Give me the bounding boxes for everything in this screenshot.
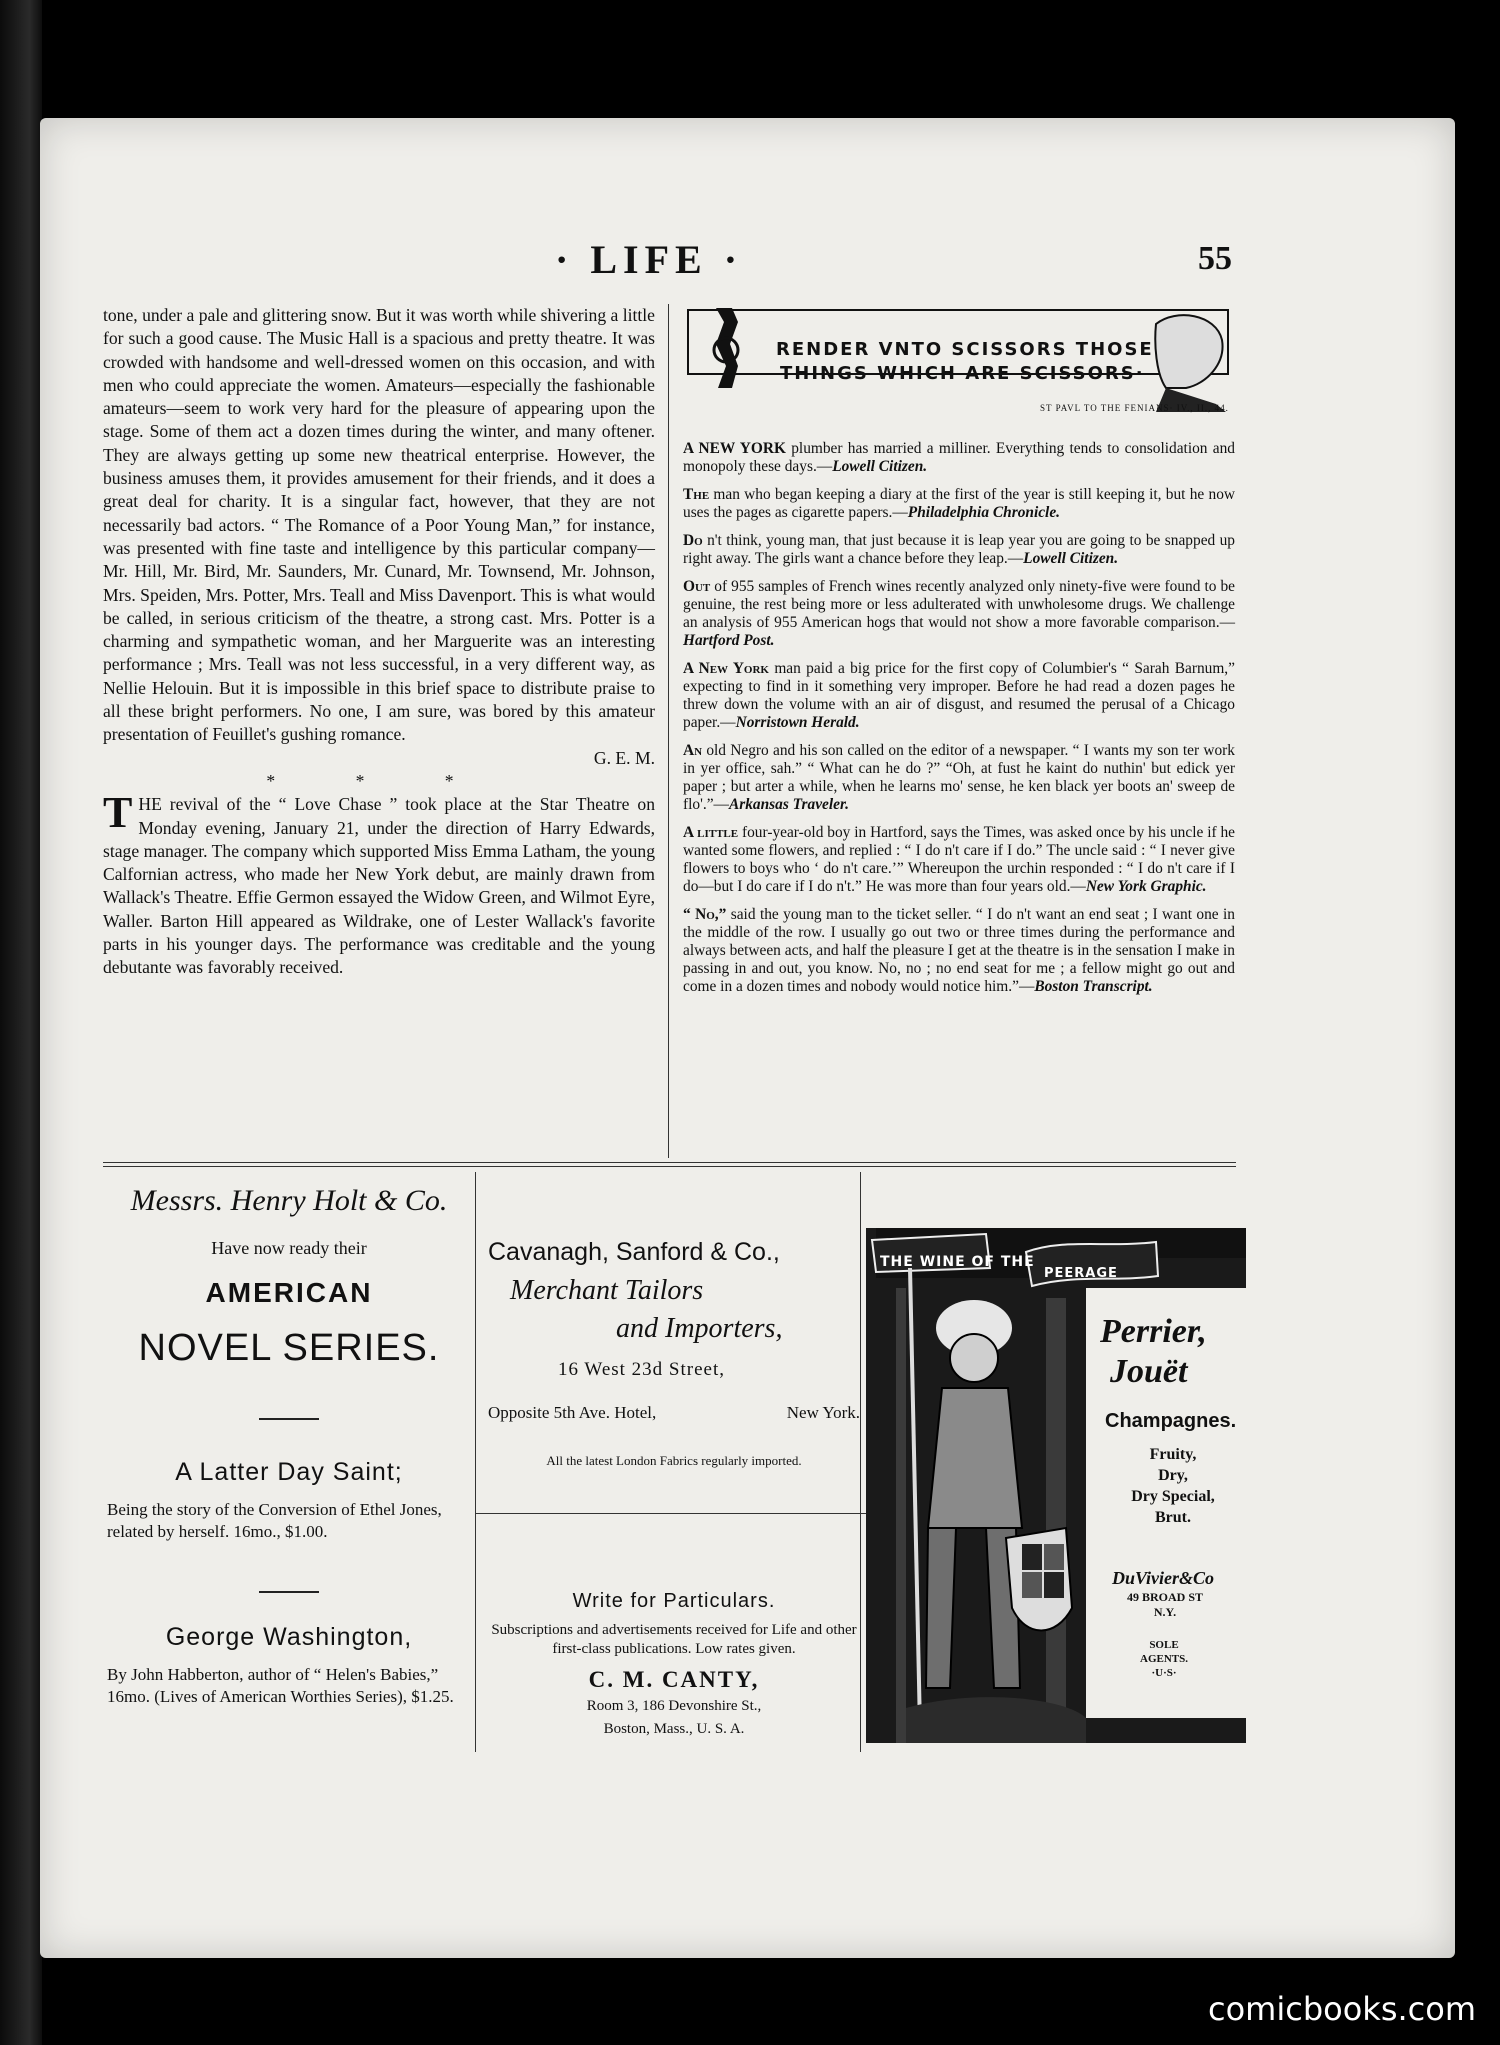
sole-agents-2: ·U·S· xyxy=(1151,1667,1177,1679)
canty-advertisement xyxy=(488,1590,860,1739)
ads-separator-rule xyxy=(103,1162,1236,1167)
news-item xyxy=(683,486,1235,522)
item-lead: A NEW YORK xyxy=(683,440,786,457)
champagne-types xyxy=(1118,1444,1228,1528)
item-source: New York Graphic. xyxy=(1085,878,1207,895)
holt-advertisement xyxy=(103,1184,475,1708)
brand-name-2: Jouët xyxy=(1110,1353,1188,1390)
item-text: old Negro and his son called on the editor of a newspaper. “ I wants my son ter work in yer office, sah.” “ What can he do ?” “Oh, at fust he kaint do nuthin' but edick yer paper ; but arter a while, when he learns mo' sense, he ken black yer boots an' sweep de flo'.”— xyxy=(683,742,1235,813)
item-text: four-year-old boy in Hartford, says the Times, was asked once by his uncle if he wanted some flowers, and replied : “ I do n't care if I do.” The uncle said : “ I never give flowers to boys who ‘ do n't care.’” Whereupon the urchin responded : “ I do n't care if I do—but I do care if I do n't.” He was more than four years old.— xyxy=(683,824,1235,895)
type-item: Fruity, xyxy=(1149,1446,1197,1463)
sole-agents xyxy=(1128,1638,1200,1680)
item-lead: An xyxy=(683,742,703,759)
news-item xyxy=(683,578,1235,650)
agent-name: DuVivier&Co xyxy=(1112,1568,1215,1588)
canty-body: Subscriptions and advertisements received for Life and other first-class publications. Low rates given. xyxy=(491,1622,857,1657)
item-source: Lowell Citizen. xyxy=(1023,550,1119,567)
item-source: Hartford Post. xyxy=(683,632,775,649)
type-item: Brut. xyxy=(1155,1509,1191,1526)
firm-location-row xyxy=(488,1403,860,1423)
page-number: 55 xyxy=(1198,240,1232,277)
canty-address-1: Room 3, 186 Devonshire St., xyxy=(586,1698,762,1714)
firm-name: Cavanagh, Sanford & Co., xyxy=(488,1238,780,1266)
review-paragraph-1: tone, under a pale and glittering snow. But it was worth while shivering a little for such a good cause. The Music Hall is a spacious and pretty theatre. It was crowded with handsome and well-dressed women on this occasion, and with men who could appreciate the women. Amateurs—especially the fashionable amateurs—seem to work very hard for the pleasure of appearing upon the stage. Some of them act a dozen times during the winter, and many oftener. They are always getting up some new theatrical enterprise. However, the business amuses them, it provides amusement for their friends, and it does a great deal for charity. It is a singular fact, however, that they are not necessarily bad actors. “ The Romance of a Poor Young Man,” for instance, was presented with fine taste and intelligence by this particular company—Mr. Hill, Mr. Bird, Mr. Saunders, Mr. Cunard, Mr. Townsend, Mr. Johnson, Mrs. Speiden, Mrs. Potter, Mrs. Teall and Miss Davenport. This is what would be called, in serious criticism of the theatre, a strong cast. Mrs. Potter is a charming and sympathetic woman, and her Marguerite was an interesting performance ; Mrs. Teall was not less successful, in a very different way, as Nellie Helouin. But it is impossible in this brief space to distribute praise to all these bright performers. No one, I am sure, was bored by this amateur presentation of Feuillet's gushing romance. xyxy=(103,305,655,745)
news-item xyxy=(683,824,1235,896)
banner-text-2: PEERAGE xyxy=(1044,1266,1118,1281)
item-text: said the young man to the ticket seller. “ I do n't want an end seat ; I want one in the middle of the row. I usually go out two or three times during the performance and always between acts, and half the pleasure I get at the theatre is in the sensation I make in passing in and out, you know. No, no ; no end seat for me ; a fellow might go out and come in a dozen times and nobody would notice him.”— xyxy=(683,906,1235,995)
firm-note: All the latest London Fabrics regularly imported. xyxy=(546,1453,802,1468)
firm-trade-1: Merchant Tailors xyxy=(510,1275,704,1306)
divider-dash xyxy=(259,1591,319,1593)
news-item xyxy=(683,440,1235,476)
canty-address-2: Boston, Mass., U. S. A. xyxy=(603,1721,745,1737)
right-column xyxy=(683,440,1235,1006)
motto-line-1: RENDER VNTO SCISSORS THOSE xyxy=(776,339,1154,360)
cavanagh-advertisement xyxy=(488,1238,860,1514)
item-source: Arkansas Traveler. xyxy=(728,796,849,813)
agent-address xyxy=(1125,1590,1205,1620)
canty-heading: Write for Particulars. xyxy=(572,1590,776,1612)
item-text: of 955 samples of French wines recently analyzed only ninety-five were found to be genuine, the rest being more or less adulterated with unwholesome drugs. We challenge an analysis of 955 American hogs that would not show a more favorable comparison.— xyxy=(683,578,1235,631)
type-item: Dry Special, xyxy=(1131,1488,1215,1505)
publisher-name: Messrs. Henry Holt & Co. xyxy=(130,1184,448,1217)
ad-divider-1 xyxy=(475,1172,476,1752)
section-break: * * * xyxy=(266,770,492,791)
page-title: · LIFE · xyxy=(555,237,744,282)
item-text: n't think, young man, that just because it is leap year you are going to be snapped up right away. The girls want a chance before they leap.— xyxy=(683,532,1235,567)
item-text: plumber has married a milliner. Everything tends to consolidation and monopoly these days.— xyxy=(683,440,1235,475)
item-lead: Do xyxy=(683,532,703,549)
item-source: Philadelphia Chronicle. xyxy=(907,504,1061,521)
champagne-kind: Champagnes. xyxy=(1105,1410,1237,1432)
left-column xyxy=(103,304,655,980)
divider-dash xyxy=(259,1418,319,1420)
item-source: Lowell Citizen. xyxy=(832,458,928,475)
ad-rule xyxy=(476,1513,872,1514)
sole-agents-1: SOLE AGENTS. xyxy=(1140,1639,1188,1665)
firm-city: New York. xyxy=(786,1403,860,1422)
canty-name: C. M. CANTY, xyxy=(588,1667,760,1692)
book-description-2: By John Habberton, author of “ Helen's Babies,” 16mo. (Lives of American Worthies Series), $1.25. xyxy=(107,1665,454,1706)
site-watermark: comicbooks.com xyxy=(1208,1990,1477,2028)
news-item xyxy=(683,906,1235,996)
agent-address-2: N.Y. xyxy=(1153,1605,1177,1619)
column-divider xyxy=(668,304,669,1158)
book-title-1: A Latter Day Saint; xyxy=(175,1458,403,1486)
item-lead: “ No,” xyxy=(683,906,727,923)
ad-divider-2 xyxy=(860,1172,861,1752)
series-title-2: NOVEL SERIES. xyxy=(138,1327,440,1369)
news-item xyxy=(683,742,1235,814)
news-item xyxy=(683,532,1235,568)
item-text: man paid a big price for the first copy of Columbier's “ Sarah Barnum,” expecting to find in it something very improper. Before he had read a dozen pages he threw down the volume with an air of disgust, and resumed the perusal of a Chicago paper.— xyxy=(683,660,1235,731)
book-spine xyxy=(0,0,42,2045)
item-source: Boston Transcript. xyxy=(1034,978,1153,995)
review-paragraph-2-text: HE revival of the “ Love Chase ” took place at the Star Theatre on Monday evening, January 21, under the direction of Harry Edwards, stage manager. The company which supported Miss Emma Latham, the young Calfornian actress, who made her New York debut, are mainly drawn from Wallack's Theatre. Effie Germon essayed the Widow Green, and Wilmot Eyre, Waller. Barton Hill appeared as Wildrake, one of Lester Wallack's favorite parts in his younger days. The performance was creditable and the young debutante was favorably received. xyxy=(103,794,655,978)
book-title-2: George Washington, xyxy=(165,1623,413,1651)
series-title-1: AMERICAN xyxy=(205,1277,373,1308)
news-item xyxy=(683,660,1235,732)
cartoon-citation: ST PAVL TO THE FENIANS· IV., II., 44. xyxy=(1040,403,1229,413)
champagne-brand xyxy=(1100,1312,1207,1392)
item-lead: Out xyxy=(683,578,711,595)
agent-address-1: 49 BROAD ST xyxy=(1126,1590,1203,1604)
firm-opposite: Opposite 5th Ave. Hotel, xyxy=(488,1403,657,1422)
item-lead: A little xyxy=(683,824,739,841)
author-signature: G. E. M. xyxy=(593,747,655,768)
item-lead: The xyxy=(683,486,710,503)
brand-name-1: Perrier, xyxy=(1100,1313,1207,1350)
book-description-1: Being the story of the Conversion of Ethel Jones, related by herself. 16mo., $1.00. xyxy=(107,1500,442,1541)
banner-text-1: THE WINE OF THE xyxy=(880,1254,1035,1270)
type-item: Dry, xyxy=(1158,1467,1188,1484)
ad-intro: Have now ready their xyxy=(211,1238,367,1258)
motto-line-2: THINGS WHICH ARE SCISSORS· xyxy=(780,363,1145,384)
item-source: Norristown Herald. xyxy=(735,714,860,731)
firm-trade-2: and Importers, xyxy=(616,1313,783,1344)
drop-cap: T xyxy=(103,788,133,838)
item-lead: A New York xyxy=(683,660,769,677)
review-paragraph-2 xyxy=(103,788,655,979)
cartoon-motto xyxy=(776,338,1154,386)
firm-address: 16 West 23d Street, xyxy=(558,1359,725,1380)
item-text: man who began keeping a diary at the first of the year is still keeping it, but he now uses the pages as cigarette papers.— xyxy=(683,486,1235,521)
